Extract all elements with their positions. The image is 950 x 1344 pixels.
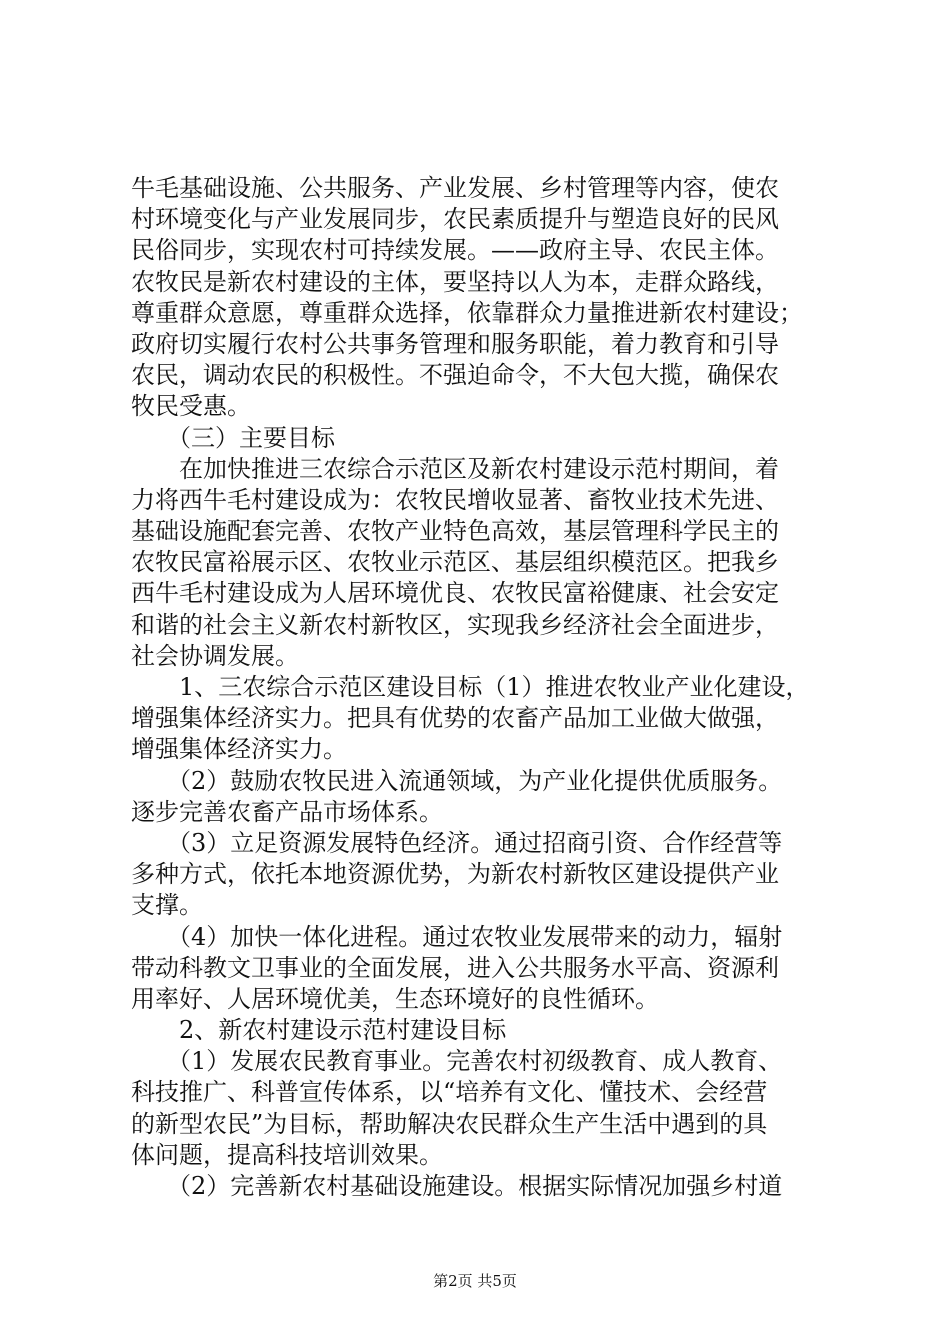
text-line: 农牧民富裕展示区、农牧业示范区、基层组织模范区。把我乡 [131,548,779,577]
text-line: （3）立足资源发展特色经济。通过招商引资、合作经营等 [131,828,783,857]
text-line: 尊重群众意愿，尊重群众选择，依靠群众力量推进新农村建设； [131,298,803,327]
text-line: 村环境变化与产业发展同步，农民素质提升与塑造良好的民风 [131,205,779,234]
text-line: 力将西牛毛村建设成为：农牧民增收显著、畜牧业技术先进、 [131,485,779,514]
text-line: 多种方式，依托本地资源优势，为新农村新牧区建设提供产业 [131,860,779,889]
text-line: 牛毛基础设施、公共服务、产业发展、乡村管理等内容，使农 [131,174,779,202]
text-line: 增强集体经济实力。 [131,735,347,764]
text-line: 逐步完善农畜产品市场体系。 [131,797,443,826]
text-line: 支撑。 [131,891,203,920]
text-line: 在加快推进三农综合示范区及新农村建设示范村期间，着 [131,454,779,483]
text-line: （2）完善新农村基础设施建设。根据实际情况加强乡村道 [131,1172,783,1200]
text-line: 基础设施配套完善、农牧产业特色高效，基层管理科学民主的 [131,517,779,546]
body-text [131,173,851,1202]
page-number-footer: 第2页 共5页 [433,1272,517,1290]
text-line: 体问题，提高科技培训效果。 [131,1140,443,1169]
text-line: 民俗同步，实现农村可持续发展。——政府主导、农民主体。 [131,236,779,265]
text-line: （1）发展农民教育事业。完善农村初级教育、成人教育、 [131,1047,783,1076]
text-line: 1、三农综合示范区建设目标（1）推进农牧业产业化建设， [131,673,810,701]
text-line: 增强集体经济实力。把具有优势的农畜产品加工业做大做强， [131,704,779,733]
text-line: （2）鼓励农牧民进入流通领域，为产业化提供优质服务。 [131,766,783,795]
text-line: 用率好、人居环境优美，生态环境好的良性循环。 [131,984,659,1013]
text-line: （4）加快一体化进程。通过农牧业发展带来的动力，辐射 [131,922,783,951]
text-line: 科技推广、科普宣传体系，以“培养有文化、懂技术、会经营 [131,1078,768,1107]
text-line: 农民，调动农民的积极性。不强迫命令，不大包大揽，确保农 [131,361,779,390]
text-line: 农牧民是新农村建设的主体，要坚持以人为本，走群众路线， [131,267,779,296]
section-heading: （三）主要目标 [131,423,335,452]
text-line: 的新型农民”为目标，帮助解决农民群众生产生活中遇到的具 [131,1109,768,1138]
text-line: 带动科教文卫事业的全面发展，进入公共服务水平高、资源利 [131,953,779,982]
section-heading: 2、新农村建设示范村建设目标 [131,1016,507,1045]
text-line: 社会协调发展。 [131,641,299,670]
text-line: 西牛毛村建设成为人居环境优良、农牧民富裕健康、社会安定 [131,579,779,608]
text-line: 和谐的社会主义新农村新牧区，实现我乡经济社会全面进步， [131,610,779,639]
text-line: 政府切实履行农村公共事务管理和服务职能，着力教育和引导 [131,329,779,358]
text-line: 牧民受惠。 [131,392,251,421]
